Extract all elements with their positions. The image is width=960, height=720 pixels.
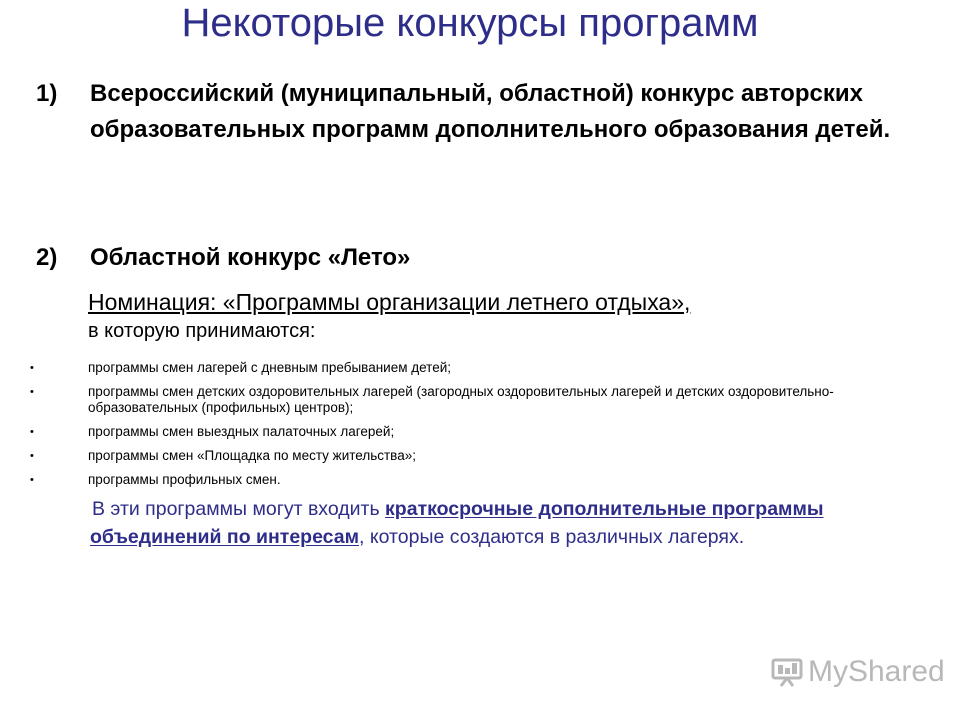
list-item-text: программы смен выездных палаточных лагерей;	[88, 424, 395, 439]
closing-tail: , которые создаются в различных лагерях.	[359, 526, 745, 548]
item-number: 1)	[36, 80, 58, 107]
slide-title: Некоторые конкурсы программ	[181, 1, 759, 45]
bullet-icon: •	[30, 426, 34, 438]
bullet-icon: •	[30, 474, 34, 486]
closing-lead: В эти программы могут входить	[92, 498, 380, 520]
list-item-text: программы смен «Площадка по месту жительства»;	[88, 448, 416, 463]
bullet-icon: •	[30, 386, 34, 398]
closing-paragraph	[90, 495, 870, 551]
nomination-line	[88, 288, 948, 316]
item-text: Областной конкурс «Лето»	[90, 244, 411, 271]
list-item	[30, 424, 890, 440]
nomination-text: Номинация: «Программы организации летнего отдыха»,	[88, 289, 691, 315]
list-item	[30, 448, 890, 464]
nomination-continuation: в которую принимаются:	[88, 320, 316, 342]
item-number: 2)	[36, 244, 58, 271]
numbered-item-1	[36, 76, 916, 148]
item-text: Всероссийский (муниципальный, областной) конкурс авторских образовательных программ дополнительного образования детей.	[90, 80, 891, 143]
list-item	[30, 384, 890, 416]
closing-link[interactable]: краткосрочные дополнительные программы объединений по интересам	[90, 498, 824, 548]
list-item-text: программы смен лагерей с дневным пребыванием детей;	[88, 360, 452, 375]
numbered-item-2	[36, 240, 916, 276]
bullet-icon: •	[30, 362, 34, 374]
bullet-icon: •	[30, 450, 34, 462]
list-item	[30, 360, 890, 376]
list-item-text: программы профильных смен.	[88, 472, 281, 487]
list-item	[30, 472, 890, 488]
watermark-text: MyShared	[808, 655, 945, 688]
watermark	[770, 655, 945, 689]
presentation-icon	[770, 655, 804, 689]
program-list	[30, 360, 890, 496]
list-item-text: программы смен детских оздоровительных лагерей (загородных оздоровительных лагерей и детских оздоровительно-образовательных (профильных) центров);	[88, 384, 834, 415]
